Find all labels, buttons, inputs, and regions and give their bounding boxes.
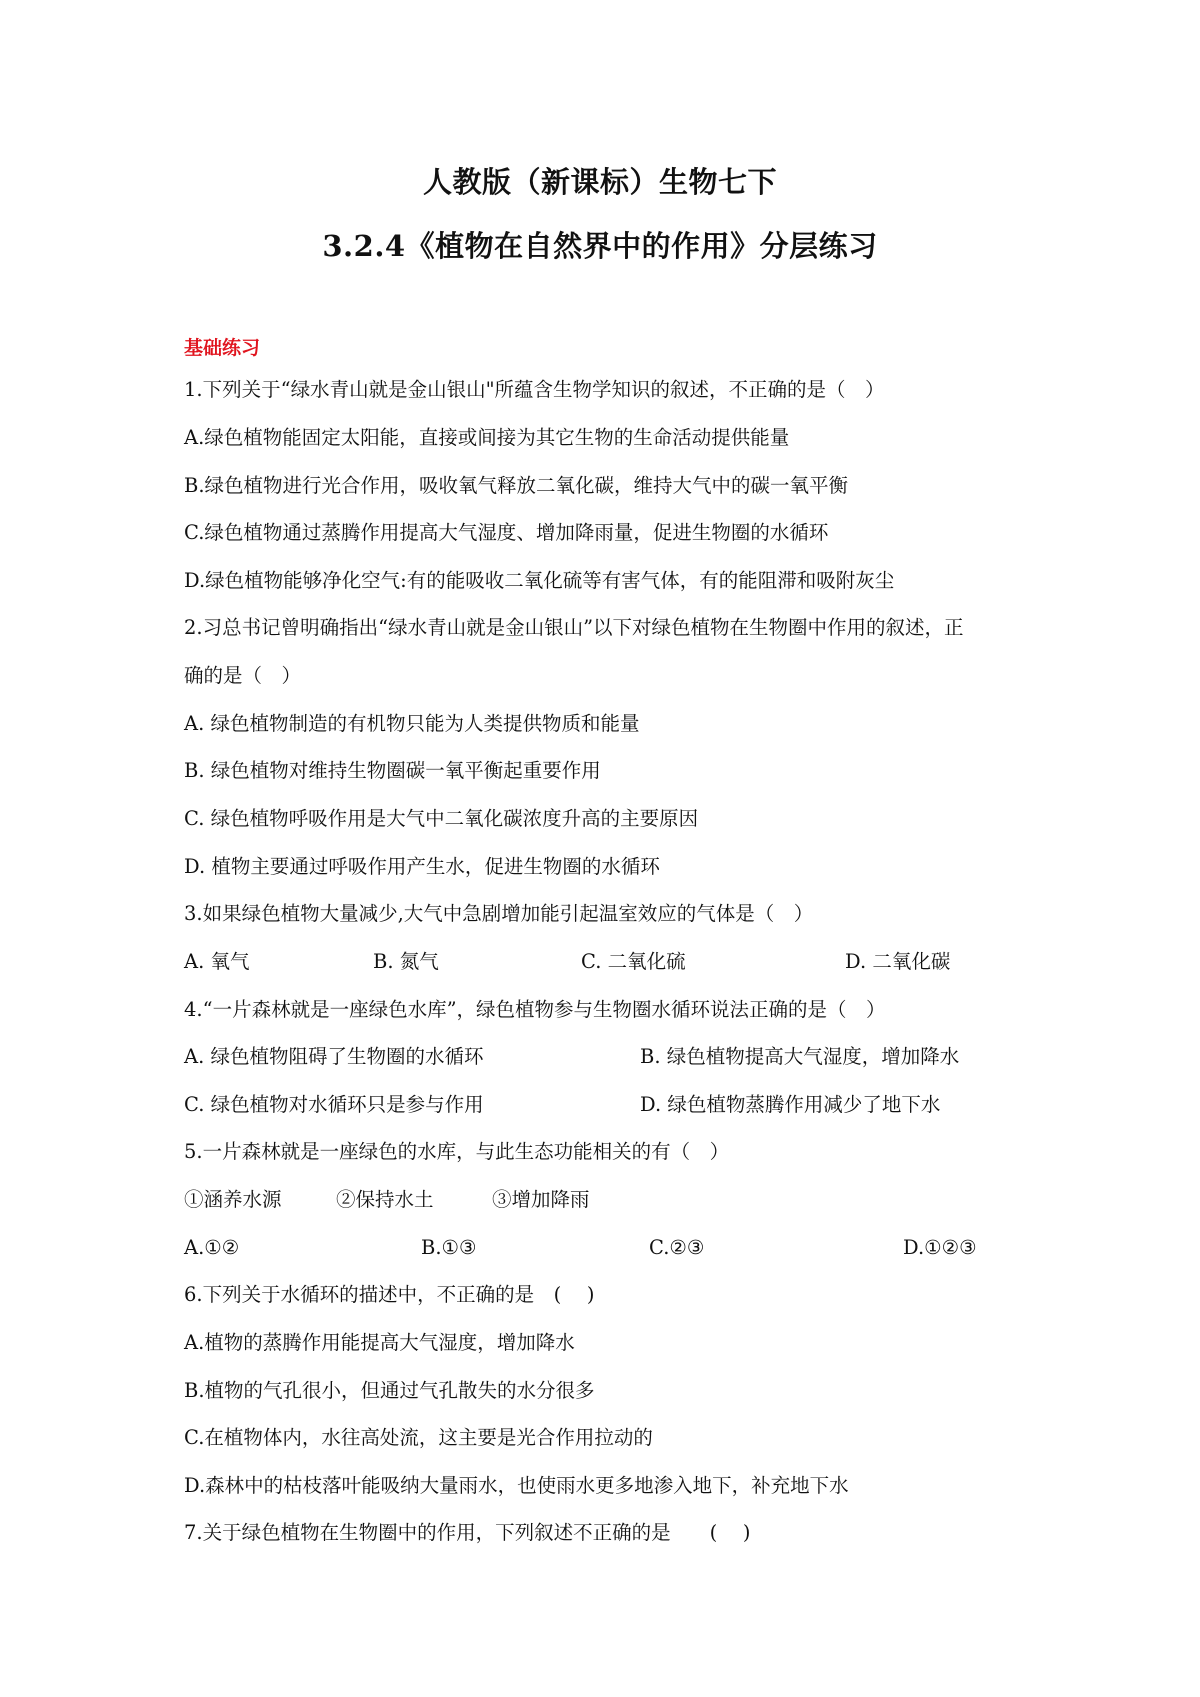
question-2-stem-line1: 2.习总书记曾明确指出“绿水青山就是金山银山”以下对绿色植物在生物圈中作用的叙述，正	[184, 616, 964, 639]
question-6-option-b: B.植物的气孔很小，但通过气孔散失的水分很多	[184, 1379, 595, 1402]
question-6-option-a: A.植物的蒸腾作用能提高大气湿度，增加降水	[184, 1331, 575, 1354]
question-4-option-a: A. 绿色植物阻碍了生物圈的水循环	[184, 1045, 484, 1068]
question-5-option-a: A.①②	[184, 1236, 240, 1259]
question-5-option-b: B.①③	[421, 1236, 477, 1259]
question-2-option-c: C. 绿色植物呼吸作用是大气中二氧化碳浓度升高的主要原因	[184, 807, 699, 830]
question-6-stem: 6.下列关于水循环的描述中，不正确的是 ( )	[184, 1283, 595, 1306]
document-title: 人教版（新课标）生物七下	[422, 165, 777, 199]
question-3-option-a: A. 氧气	[184, 950, 250, 973]
question-1-stem: 1.下列关于“绿水青山就是金山银山"所蕴含生物学知识的叙述，不正确的是（ ）	[184, 378, 885, 401]
question-4-option-c: C. 绿色植物对水循环只是参与作用	[184, 1093, 484, 1116]
document-subtitle: 3.2.4《植物在自然界中的作用》分层练习	[322, 229, 878, 263]
question-5-item-3: ③增加降雨	[492, 1188, 590, 1211]
question-5-option-d: D.①②③	[903, 1236, 977, 1259]
question-3-stem: 3.如果绿色植物大量减少,大气中急剧增加能引起温室效应的气体是（ ）	[184, 902, 814, 925]
question-2-stem-line2: 确的是（ ）	[184, 664, 302, 687]
question-5-stem: 5.一片森林就是一座绿色的水库，与此生态功能相关的有（ ）	[184, 1140, 730, 1163]
question-6-option-d: D.森林中的枯枝落叶能吸纳大量雨水，也使雨水更多地渗入地下，补充地下水	[184, 1474, 849, 1497]
section-heading: 基础练习	[184, 337, 261, 359]
question-2-option-b: B. 绿色植物对维持生物圈碳一氧平衡起重要作用	[184, 759, 601, 782]
question-4-option-b: B. 绿色植物提高大气湿度，增加降水	[640, 1045, 960, 1068]
question-7-stem: 7.关于绿色植物在生物圈中的作用，下列叙述不正确的是 ( )	[184, 1521, 751, 1544]
question-1-option-c: C.绿色植物通过蒸腾作用提高大气湿度、增加降雨量，促进生物圈的水循环	[184, 521, 829, 544]
question-1-option-b: B.绿色植物进行光合作用，吸收氧气释放二氧化碳，维持大气中的碳一氧平衡	[184, 474, 849, 497]
question-5-item-2: ②保持水土	[336, 1188, 434, 1211]
question-5-item-1: ①涵养水源	[184, 1188, 282, 1211]
question-1-option-d: D.绿色植物能够净化空气:有的能吸收二氧化硫等有害气体，有的能阻滞和吸附灰尘	[184, 569, 895, 592]
question-3-option-b: B. 氮气	[373, 950, 439, 973]
question-2-option-d: D. 植物主要通过呼吸作用产生水，促进生物圈的水循环	[184, 855, 660, 878]
question-3-option-c: C. 二氧化硫	[581, 950, 686, 973]
question-2-option-a: A. 绿色植物制造的有机物只能为人类提供物质和能量	[184, 712, 640, 735]
question-1-option-a: A.绿色植物能固定太阳能，直接或间接为其它生物的生命活动提供能量	[184, 426, 790, 449]
question-4-stem: 4.“一片森林就是一座绿色水库”，绿色植物参与生物圈水循环说法正确的是（ ）	[184, 998, 886, 1021]
question-4-option-d: D. 绿色植物蒸腾作用减少了地下水	[640, 1093, 941, 1116]
question-5-option-c: C.②③	[649, 1236, 705, 1259]
question-6-option-c: C.在植物体内，水往高处流，这主要是光合作用拉动的	[184, 1426, 653, 1449]
question-3-option-d: D. 二氧化碳	[845, 950, 951, 973]
